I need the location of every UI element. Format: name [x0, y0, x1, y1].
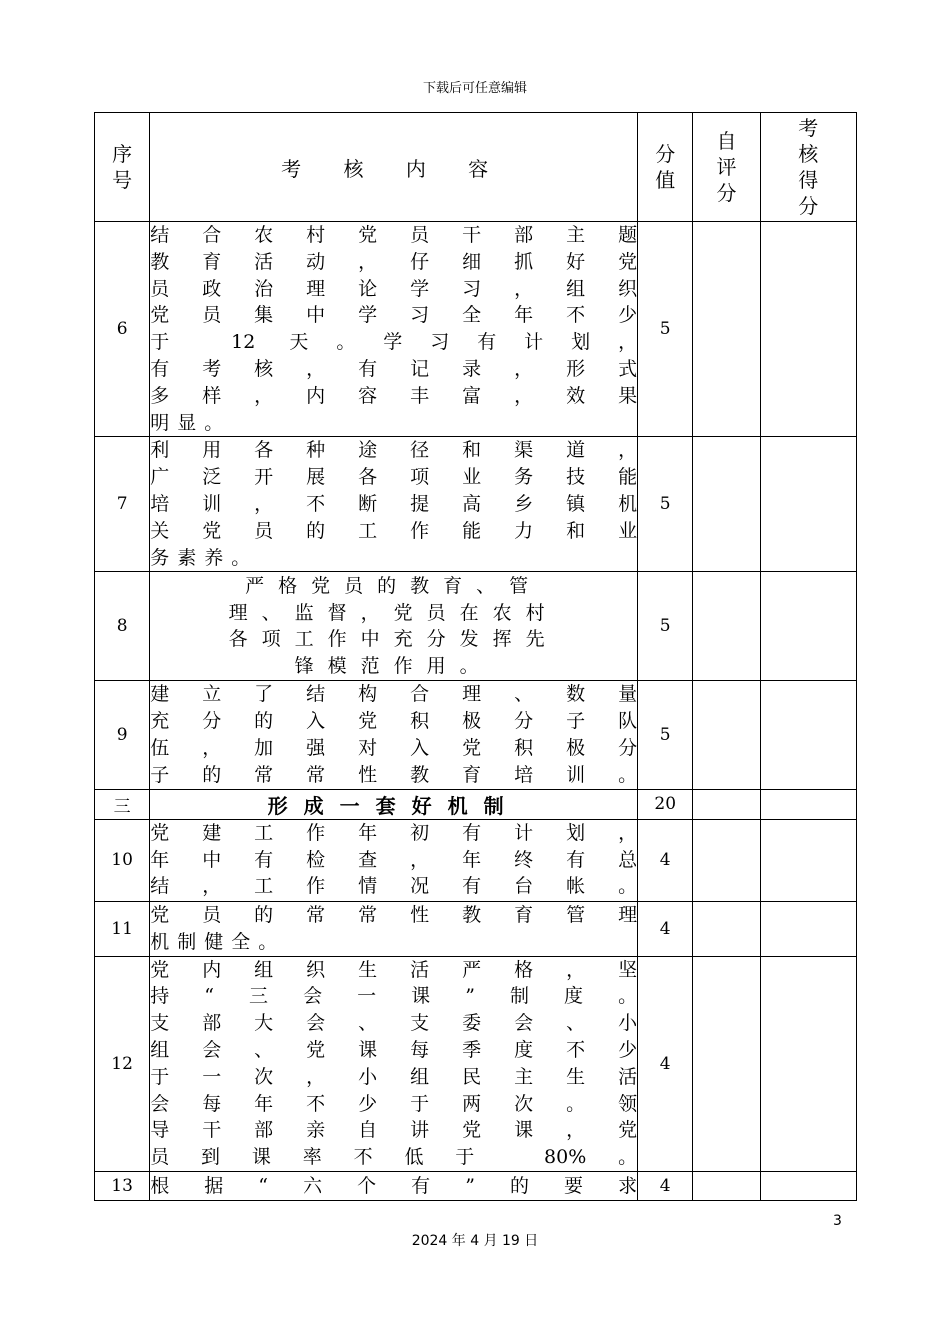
footer-date: 2024 年 4 月 19 日 — [411, 1233, 539, 1249]
header-seq-label: 序号 — [112, 142, 133, 192]
row-content — [150, 222, 638, 437]
content-line: 有考核，有记录，形式 — [150, 357, 638, 380]
content-line: 党内组织生活严格，坚 — [150, 958, 638, 981]
table-row — [95, 222, 857, 437]
row-content — [150, 1171, 638, 1200]
content-line: 建立了结构合理、数量 — [150, 683, 638, 706]
content-line: 关党员的工作能力和业 — [150, 519, 638, 542]
content-line: 子的常常性教育培训。 — [150, 763, 638, 786]
content-line: 明显。 — [150, 411, 232, 434]
header-content: 考 核 内 容 — [150, 113, 638, 222]
section-title: 形成一套好机制 — [150, 789, 638, 819]
final-score-cell[interactable] — [760, 572, 856, 681]
row-score: 5 — [638, 222, 693, 437]
content-line: 机制健全。 — [150, 930, 286, 953]
content-line: 党员的常常性教育管理 — [150, 903, 638, 926]
content-line: 员到课率不低于 80%。 — [150, 1146, 638, 1169]
content-line: 结，工作情况有台帐。 — [150, 875, 638, 898]
content-line: 会每年不少于两次。领 — [150, 1092, 638, 1115]
table-row — [95, 819, 857, 901]
header-final-label: 考核得分 — [798, 116, 819, 218]
table-row — [95, 956, 857, 1171]
table-row — [95, 1171, 857, 1200]
self-eval-cell[interactable] — [693, 819, 760, 901]
self-eval-cell[interactable] — [693, 901, 760, 956]
table-row — [95, 901, 857, 956]
content-line: 多样，内容丰富，效果 — [150, 384, 638, 407]
self-eval-cell[interactable] — [693, 222, 760, 437]
header-self-eval — [693, 113, 760, 222]
section-row — [95, 789, 857, 819]
final-score-cell[interactable] — [760, 681, 856, 789]
header-score — [638, 113, 693, 222]
row-content — [150, 572, 638, 681]
content-line: 伍，加强对入党积极分 — [150, 736, 638, 759]
header-note: 下载后可任意编辑 — [422, 81, 527, 96]
row-seq: 7 — [95, 437, 150, 572]
row-score: 4 — [638, 1171, 693, 1200]
row-seq: 11 — [95, 901, 150, 956]
row-seq: 10 — [95, 819, 150, 901]
row-score: 4 — [638, 819, 693, 901]
content-line: 组会、党课每季度不少 — [150, 1038, 638, 1061]
row-content — [150, 437, 638, 572]
table-row — [95, 572, 857, 681]
row-content — [150, 956, 638, 1171]
row-content — [150, 819, 638, 901]
row-score: 5 — [638, 572, 693, 681]
final-score-cell[interactable] — [760, 222, 856, 437]
content-line: 根据“六个有”的要求 — [150, 1174, 638, 1197]
row-seq: 12 — [95, 956, 150, 1171]
final-score-cell[interactable] — [760, 901, 856, 956]
self-eval-cell[interactable] — [693, 681, 760, 789]
content-line: 支部大会、支委会、小 — [150, 1012, 638, 1035]
page-number: 3 — [833, 1213, 842, 1229]
row-seq: 8 — [95, 572, 150, 681]
row-score: 4 — [638, 901, 693, 956]
row-seq: 6 — [95, 222, 150, 437]
row-score: 5 — [638, 681, 693, 789]
table-row — [95, 437, 857, 572]
table-row — [95, 681, 857, 789]
final-score-cell[interactable] — [760, 789, 856, 819]
content-line: 充分的入党积极分子队 — [150, 710, 638, 733]
content-line: 结合农村党员干部主题 — [150, 224, 638, 246]
final-score-cell[interactable] — [760, 437, 856, 572]
row-content — [150, 901, 638, 956]
content-line: 员政治理论学习，组织 — [150, 277, 638, 300]
content-line: 导干部亲自讲党课，党 — [150, 1119, 638, 1142]
content-line: 于 12 天。学习有计划， — [150, 331, 638, 354]
content-line: 年中有检查，年终有总 — [150, 848, 638, 871]
content-line: 各项工作中充分发挥先 — [228, 628, 559, 651]
content-line: 务素养。 — [150, 546, 259, 569]
self-eval-cell[interactable] — [693, 956, 760, 1171]
row-score: 5 — [638, 437, 693, 572]
content-line: 广泛开展各项业务技能 — [150, 466, 638, 489]
self-eval-cell[interactable] — [693, 1171, 760, 1200]
content-line: 锋模范作用。 — [294, 655, 493, 678]
self-eval-cell[interactable] — [693, 789, 760, 819]
content-line: 教育活动，仔细抓好党 — [150, 250, 638, 273]
section-score: 20 — [638, 789, 693, 819]
header-self-eval-label: 自评分 — [716, 129, 737, 205]
content-line: 党员集中学习全年不少 — [150, 304, 638, 327]
content-line: 利用各种途径和渠道， — [150, 439, 638, 462]
table-header-row — [95, 113, 857, 222]
content-line: 培训，不断提高乡镇机 — [150, 492, 638, 515]
final-score-cell[interactable] — [760, 819, 856, 901]
row-seq: 13 — [95, 1171, 150, 1200]
content-line: 持“三会一课”制度。 — [150, 985, 638, 1008]
header-score-label: 分值 — [655, 142, 676, 192]
section-seq: 三 — [95, 789, 150, 819]
content-line: 党建工作年初有计划， — [150, 821, 638, 844]
assessment-table — [94, 112, 857, 1201]
content-line: 于一次，小组民主生活 — [150, 1065, 638, 1088]
header-seq — [95, 113, 150, 222]
header-final — [760, 113, 856, 222]
content-line: 理、监督，党员在农村 — [228, 601, 559, 624]
row-score: 4 — [638, 956, 693, 1171]
self-eval-cell[interactable] — [693, 572, 760, 681]
content-line: 严格党员的教育、管 — [245, 574, 543, 597]
final-score-cell[interactable] — [760, 1171, 856, 1200]
self-eval-cell[interactable] — [693, 437, 760, 572]
row-content — [150, 681, 638, 789]
final-score-cell[interactable] — [760, 956, 856, 1171]
row-seq: 9 — [95, 681, 150, 789]
